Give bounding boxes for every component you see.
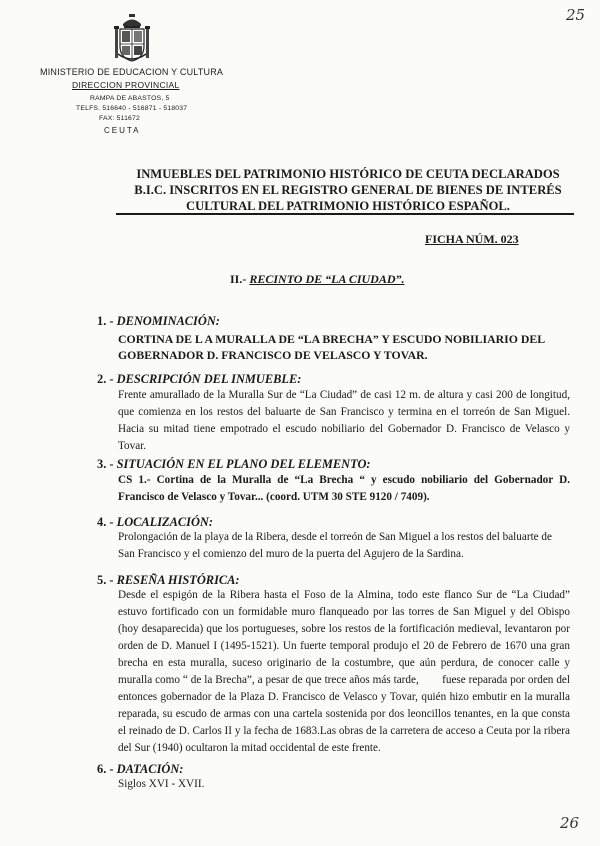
section-6-text: Siglos XVI - XVII.	[118, 778, 205, 790]
section-2-text: Frente amurallado de la Muralla Sur de “La Ciudad” de casi 12 m. de altura y casi 200 de longitud, que comienza en los restos del baluarte de San Francisco y termina en el torreón de San Miguel. Hacia su mitad tiene empotrado el escudo nobiliario del Gobernador D. Francisco de Velasco y Tovar.	[118, 389, 570, 452]
section-5-heading	[97, 573, 240, 588]
title-line-3: CULTURAL DEL PATRIMONIO HISTÓRICO ESPAÑOL.	[186, 199, 510, 213]
ficha-number: FICHA NÚM. 023	[425, 232, 519, 246]
section-1-number: 1. -	[97, 314, 117, 328]
address: RAMPA DE ABASTOS, 5	[90, 95, 170, 102]
city: CEUTA	[104, 126, 141, 135]
section-3-title: SITUACIÓN EN EL PLANO DEL ELEMENTO:	[116, 457, 371, 471]
section-3-number: 3. -	[97, 457, 117, 471]
telephones: TELFS. 516640 - 516871 - 518037	[76, 105, 188, 112]
section-1-line-2: GOBERNADOR D. FRANCISCO DE VELASCO Y TOVAR.	[118, 348, 428, 362]
handwritten-page-number-top: 25	[566, 6, 586, 24]
section-4-heading	[97, 515, 213, 530]
direccion-provincial: DIRECCION PROVINCIAL	[72, 80, 180, 90]
section-1-title: DENOMINACIÓN:	[116, 314, 220, 328]
fax: FAX: 511672	[99, 115, 140, 122]
title-line-2: B.I.C. INSCRITOS EN EL REGISTRO GENERAL DE BIENES DE INTERÉS	[134, 183, 562, 197]
section-6-number: 6. -	[97, 762, 117, 776]
section-4-number: 4. -	[97, 515, 117, 529]
section-3-text: CS 1.- Cortina de la Muralla de “La Brecha “ y escudo nobiliario del Gobernador D. Francisco de Velasco y Tovar... (coord. UTM 30 STE 9120 / 7409).	[118, 474, 570, 503]
section-5-title: RESEÑA HISTÓRICA:	[116, 573, 240, 587]
recinto-name: RECINTO DE “LA CIUDAD”.	[249, 272, 405, 286]
coat-of-arms-icon	[114, 14, 150, 64]
section-4-title: LOCALIZACIÓN:	[116, 515, 214, 529]
section-1-line-1: CORTINA DE L A MURALLA DE “LA BRECHA” Y ESCUDO NOBILIARIO DEL	[118, 332, 546, 346]
title-line-1: INMUEBLES DEL PATRIMONIO HISTÓRICO DE CEUTA DECLARADOS	[136, 167, 560, 181]
recinto-prefix: II.-	[230, 272, 250, 286]
section-2-number: 2. -	[97, 372, 117, 386]
recinto-heading	[230, 272, 405, 287]
section-4-text: Prolongación de la playa de la Ribera, desde el torreón de San Miguel a los restos del baluarte de San Francisco y el comienzo del muro de la puerta del Agujero de la Sardina.	[118, 531, 552, 560]
section-1-heading	[97, 314, 220, 329]
ministry-name: MINISTERIO DE EDUCACION Y CULTURA	[40, 67, 224, 77]
title-rule	[116, 213, 574, 215]
section-5-number: 5. -	[97, 573, 117, 587]
section-6-title: DATACIÓN:	[116, 762, 184, 776]
section-5-text: Desde el espigón de la Ribera hasta el Foso de la Almina, todo este flanco Sur de “La Ciudad” estuvo fortificado con un formidable muro flanqueado por las torres de San Miguel y del Obispo (hoy desaparecida) que los portugueses, sobre los restos de la fortificación medieval, levantaron por orden de D. Manuel I (1495-1521). Un fuerte temporal produjo el 20 de Febrero de 1670 una gran brecha en esta muralla, suceso originario de la costumbre, que aún perdura, de conocer calle y muralla como “ de la Brecha”, a pesar de que trece años más tarde, fuese reparada por orden del entonces gobernador de la Plaza D. Francisco de Velasco y Tovar, quién hizo embutir en la muralla reparada, su escudo de armas con una cartela sostenida por dos leoncillos tenantes, en la que consta el reinado de D. Carlos II y la fecha de 1683.Las obras de la carretera de acceso a Ceuta por la ribera del Sur (1940) ocultaron la mitad occidental de este frente.	[118, 589, 573, 754]
section-6-heading	[97, 762, 183, 777]
section-2-title: DESCRIPCIÓN DEL INMUEBLE:	[116, 372, 302, 386]
handwritten-page-number-bottom: 26	[560, 814, 580, 832]
section-2-heading	[97, 372, 301, 387]
section-3-heading	[97, 457, 371, 472]
